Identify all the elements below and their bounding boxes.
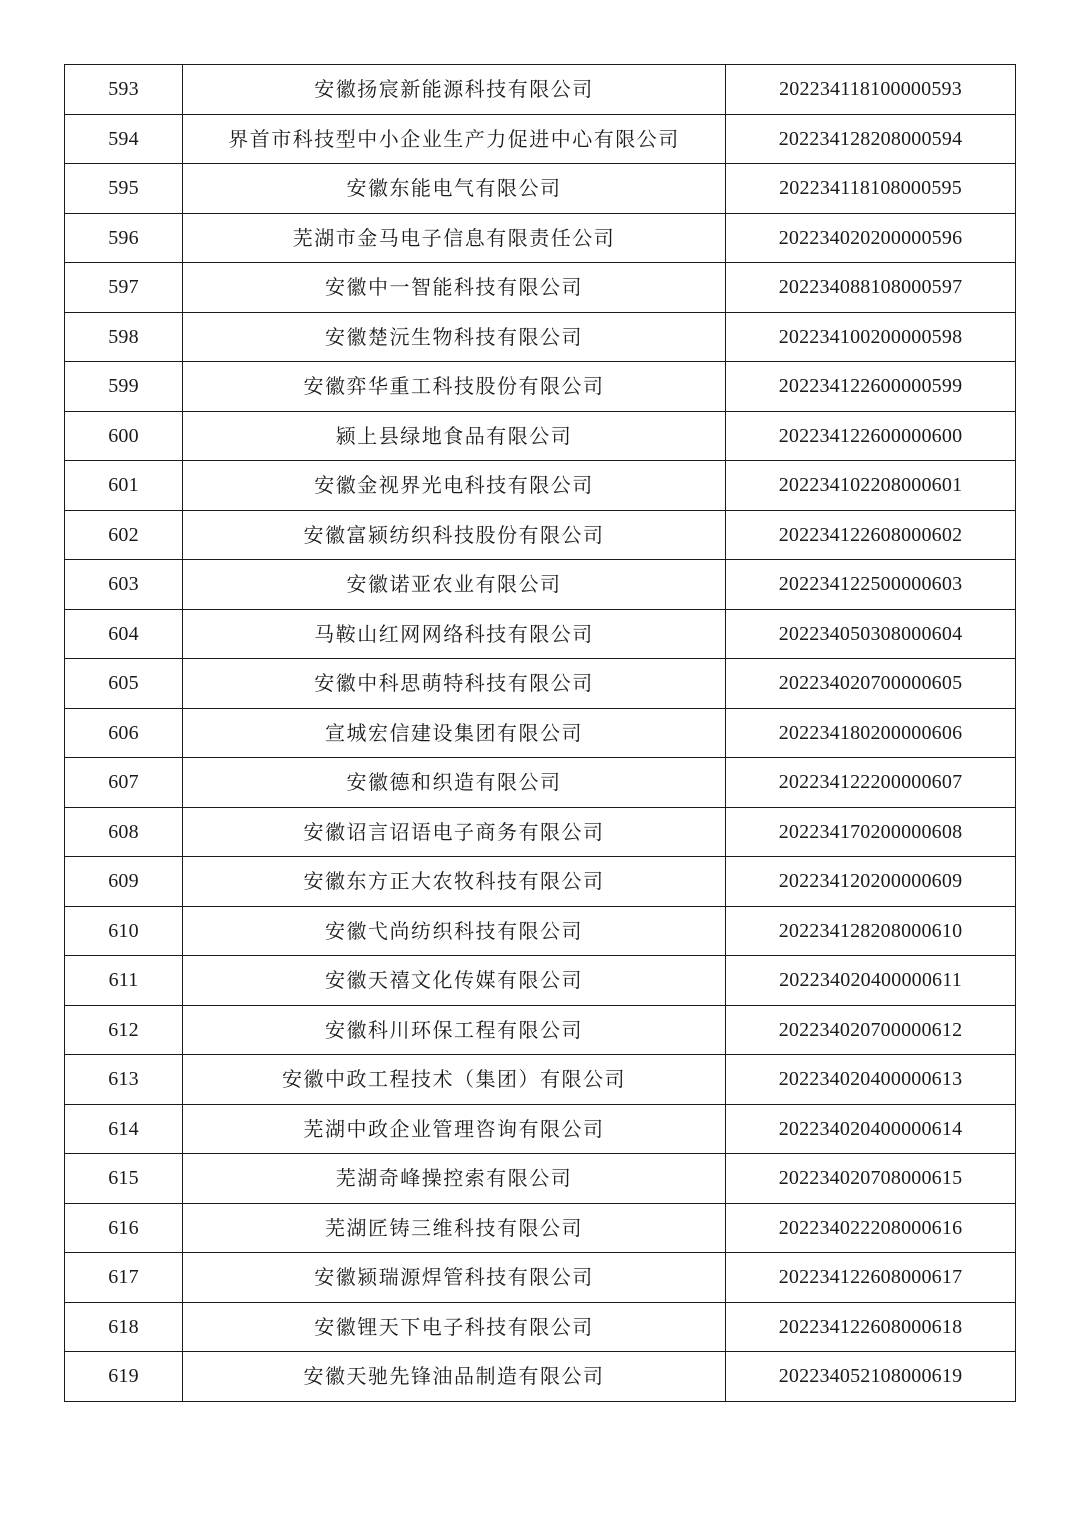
registration-code: 202234118100000593 [726, 65, 1016, 115]
row-number: 594 [65, 114, 183, 164]
registration-code: 202234050308000604 [726, 609, 1016, 659]
table-row [65, 609, 1016, 659]
company-name: 安徽东方正大农牧科技有限公司 [183, 857, 726, 907]
company-name: 安徽天禧文化传媒有限公司 [183, 956, 726, 1006]
company-name: 安徽诺亚农业有限公司 [183, 560, 726, 610]
registration-code: 202234102208000601 [726, 461, 1016, 511]
company-name: 安徽中政工程技术（集团）有限公司 [183, 1055, 726, 1105]
company-name: 芜湖市金马电子信息有限责任公司 [183, 213, 726, 263]
table-row [65, 807, 1016, 857]
registration-code: 202234088108000597 [726, 263, 1016, 313]
company-name: 芜湖中政企业管理咨询有限公司 [183, 1104, 726, 1154]
row-number: 606 [65, 708, 183, 758]
table-row [65, 510, 1016, 560]
row-number: 601 [65, 461, 183, 511]
enterprise-list-table [64, 64, 1016, 1402]
company-name: 安徽楚沅生物科技有限公司 [183, 312, 726, 362]
table-row [65, 411, 1016, 461]
company-name: 界首市科技型中小企业生产力促进中心有限公司 [183, 114, 726, 164]
registration-code: 202234020700000605 [726, 659, 1016, 709]
table-row [65, 956, 1016, 1006]
registration-code: 202234020400000614 [726, 1104, 1016, 1154]
row-number: 614 [65, 1104, 183, 1154]
row-number: 611 [65, 956, 183, 1006]
company-name: 安徽中一智能科技有限公司 [183, 263, 726, 313]
registration-code: 202234020200000596 [726, 213, 1016, 263]
row-number: 595 [65, 164, 183, 214]
row-number: 617 [65, 1253, 183, 1303]
table-row [65, 560, 1016, 610]
table-row [65, 1005, 1016, 1055]
company-name: 安徽中科思萌特科技有限公司 [183, 659, 726, 709]
table-row [65, 164, 1016, 214]
registration-code: 202234100200000598 [726, 312, 1016, 362]
row-number: 609 [65, 857, 183, 907]
registration-code: 202234122200000607 [726, 758, 1016, 808]
registration-code: 202234020700000612 [726, 1005, 1016, 1055]
company-name: 马鞍山红网网络科技有限公司 [183, 609, 726, 659]
row-number: 612 [65, 1005, 183, 1055]
row-number: 596 [65, 213, 183, 263]
table-row [65, 1352, 1016, 1402]
company-name: 芜湖匠铸三维科技有限公司 [183, 1203, 726, 1253]
table-row [65, 1154, 1016, 1204]
company-name: 安徽富颍纺织科技股份有限公司 [183, 510, 726, 560]
row-number: 597 [65, 263, 183, 313]
registration-code: 202234122608000618 [726, 1302, 1016, 1352]
registration-code: 202234122608000617 [726, 1253, 1016, 1303]
row-number: 598 [65, 312, 183, 362]
company-name: 安徽东能电气有限公司 [183, 164, 726, 214]
row-number: 607 [65, 758, 183, 808]
company-name: 安徽天驰先锋油品制造有限公司 [183, 1352, 726, 1402]
table-row [65, 362, 1016, 412]
table-row [65, 461, 1016, 511]
row-number: 599 [65, 362, 183, 412]
company-name: 颍上县绿地食品有限公司 [183, 411, 726, 461]
row-number: 619 [65, 1352, 183, 1402]
row-number: 616 [65, 1203, 183, 1253]
table-row [65, 857, 1016, 907]
registration-code: 202234052108000619 [726, 1352, 1016, 1402]
registration-code: 202234120200000609 [726, 857, 1016, 907]
table-row [65, 758, 1016, 808]
enterprise-list-table-container [64, 64, 1015, 1402]
company-name: 安徽弋尚纺织科技有限公司 [183, 906, 726, 956]
company-name: 安徽颍瑞源焊管科技有限公司 [183, 1253, 726, 1303]
table-row [65, 1055, 1016, 1105]
registration-code: 202234170200000608 [726, 807, 1016, 857]
table-row [65, 659, 1016, 709]
row-number: 593 [65, 65, 183, 115]
registration-code: 202234020400000611 [726, 956, 1016, 1006]
registration-code: 202234122608000602 [726, 510, 1016, 560]
company-name: 安徽德和织造有限公司 [183, 758, 726, 808]
row-number: 610 [65, 906, 183, 956]
table-row [65, 906, 1016, 956]
row-number: 603 [65, 560, 183, 610]
table-row [65, 312, 1016, 362]
row-number: 605 [65, 659, 183, 709]
registration-code: 202234020400000613 [726, 1055, 1016, 1105]
table-row [65, 213, 1016, 263]
table-body [65, 65, 1016, 1402]
registration-code: 202234022208000616 [726, 1203, 1016, 1253]
table-row [65, 114, 1016, 164]
company-name: 安徽金视界光电科技有限公司 [183, 461, 726, 511]
table-row [65, 1203, 1016, 1253]
company-name: 芜湖奇峰操控索有限公司 [183, 1154, 726, 1204]
registration-code: 202234180200000606 [726, 708, 1016, 758]
row-number: 608 [65, 807, 183, 857]
row-number: 604 [65, 609, 183, 659]
registration-code: 202234128208000594 [726, 114, 1016, 164]
row-number: 600 [65, 411, 183, 461]
table-row [65, 65, 1016, 115]
company-name: 安徽科川环保工程有限公司 [183, 1005, 726, 1055]
table-row [65, 708, 1016, 758]
row-number: 602 [65, 510, 183, 560]
table-row [65, 263, 1016, 313]
row-number: 618 [65, 1302, 183, 1352]
company-name: 安徽扬宸新能源科技有限公司 [183, 65, 726, 115]
registration-code: 202234122600000600 [726, 411, 1016, 461]
registration-code: 202234128208000610 [726, 906, 1016, 956]
registration-code: 202234118108000595 [726, 164, 1016, 214]
table-row [65, 1302, 1016, 1352]
table-row [65, 1104, 1016, 1154]
company-name: 安徽诏言诏语电子商务有限公司 [183, 807, 726, 857]
row-number: 613 [65, 1055, 183, 1105]
registration-code: 202234122500000603 [726, 560, 1016, 610]
company-name: 安徽锂天下电子科技有限公司 [183, 1302, 726, 1352]
company-name: 宣城宏信建设集团有限公司 [183, 708, 726, 758]
company-name: 安徽弈华重工科技股份有限公司 [183, 362, 726, 412]
table-row [65, 1253, 1016, 1303]
row-number: 615 [65, 1154, 183, 1204]
registration-code: 202234020708000615 [726, 1154, 1016, 1204]
registration-code: 202234122600000599 [726, 362, 1016, 412]
